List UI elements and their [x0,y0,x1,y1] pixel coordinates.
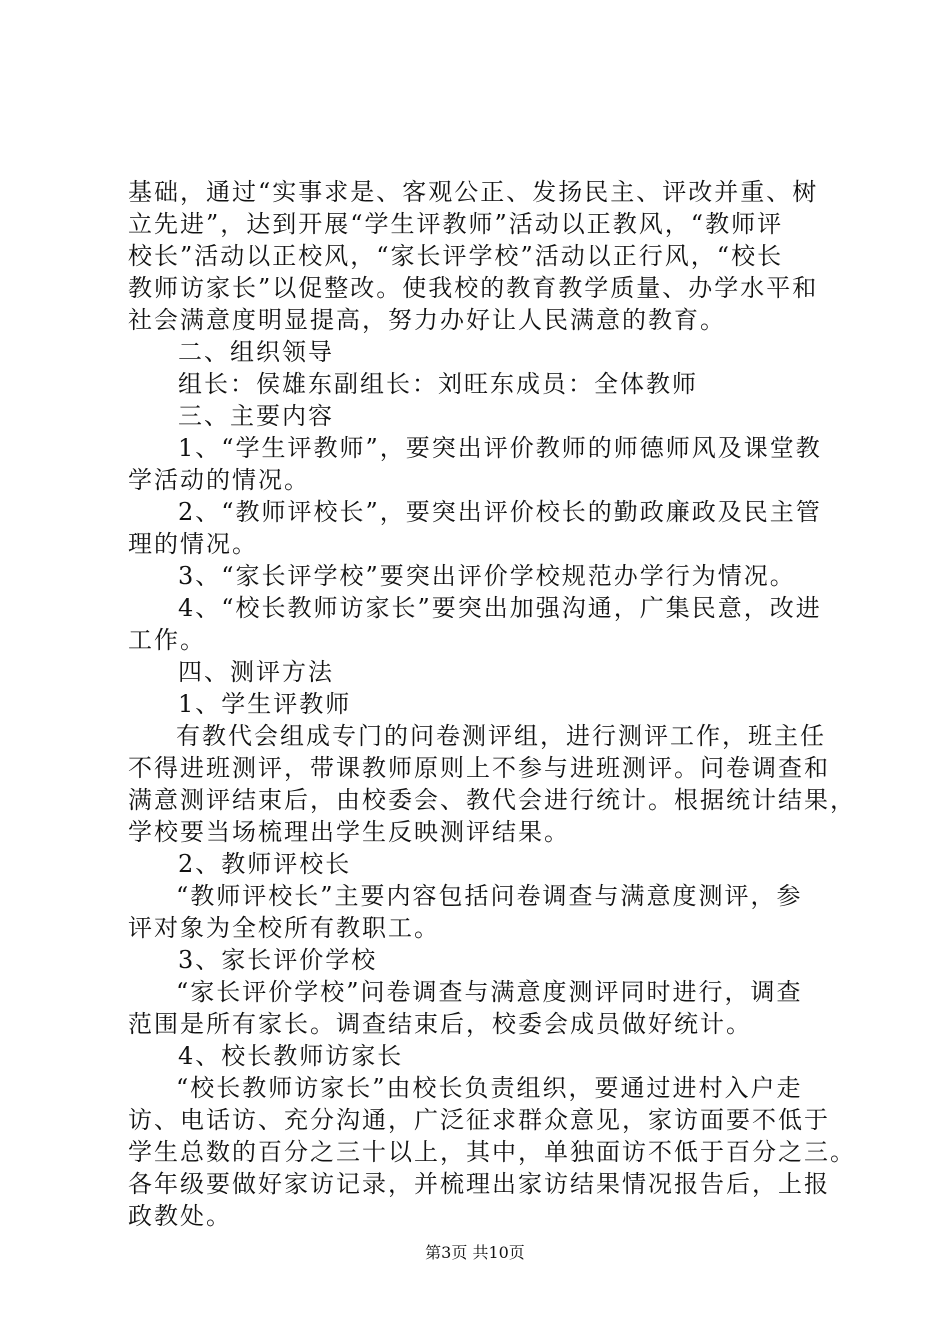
paragraph-line: 教师访家长”以促整改。使我校的教育教学质量、办学水平和 [128,274,819,302]
paragraph-line: 有教代会组成专门的问卷测评组，进行测评工作，班主任 [176,722,826,750]
paragraph-line: “校长教师访家长”由校长负责组织，要通过进村入户走 [176,1074,803,1102]
paragraph-line: 立先进”，达到开展“学生评教师”活动以正教风，“教师评 [128,210,784,238]
paragraph-line: 组长：侯雄东副组长：刘旺东成员：全体教师 [178,370,698,398]
section-heading: 二、组织领导 [178,338,334,366]
subsection-heading: 4、校长教师访家长 [178,1042,404,1070]
paragraph-line: 校长”活动以正校风，“家长评学校”活动以正行风，“校长 [128,242,784,270]
list-item-line: 工作。 [128,626,206,654]
paragraph-line: “教师评校长”主要内容包括问卷调查与满意度测评，参 [176,882,803,910]
paragraph-line: “家长评价学校”问卷调查与满意度测评同时进行，调查 [176,978,803,1006]
subsection-heading: 2、教师评校长 [178,850,352,878]
paragraph-line: 评对象为全校所有教职工。 [128,914,440,942]
paragraph-line: 学校要当场梳理出学生反映测评结果。 [128,818,570,846]
paragraph-line: 学生总数的百分之三十以上，其中，单独面访不低于百分之三。 [128,1138,856,1166]
list-item-line: 1、“学生评教师”，要突出评价教师的师德师风及课堂教 [178,434,822,462]
page-number-footer: 第3页 共10页 [425,1243,525,1262]
subsection-heading: 3、家长评价学校 [178,946,378,974]
paragraph-line: 各年级要做好家访记录，并梳理出家访结果情况报告后，上报 [128,1170,830,1198]
list-item-line: 学活动的情况。 [128,466,310,494]
subsection-heading: 1、学生评教师 [178,690,352,718]
list-item-line: 理的情况。 [128,530,258,558]
paragraph-line: 满意测评结束后，由校委会、教代会进行统计。根据统计结果， [128,786,856,814]
paragraph-line: 社会满意度明显提高，努力办好让人民满意的教育。 [128,306,726,334]
paragraph-line: 基础，通过“实事求是、客观公正、发扬民主、评改并重、树 [128,178,819,206]
document-body [128,176,856,1232]
paragraph-line: 访、电话访、充分沟通，广泛征求群众意见，家访面要不低于 [128,1106,830,1134]
list-item-line: 4、“校长教师访家长”要突出加强沟通，广集民意，改进 [178,594,822,622]
section-heading: 三、主要内容 [178,402,334,430]
paragraph-line: 范围是所有家长。调查结束后，校委会成员做好统计。 [128,1010,752,1038]
list-item-line: 3、“家长评学校”要突出评价学校规范办学行为情况。 [178,562,796,590]
paragraph-line: 政教处。 [128,1202,232,1230]
paragraph-line: 不得进班测评，带课教师原则上不参与进班测评。问卷调查和 [128,754,830,782]
section-heading: 四、测评方法 [178,658,334,686]
list-item-line: 2、“教师评校长”，要突出评价校长的勤政廉政及民主管 [178,498,822,526]
